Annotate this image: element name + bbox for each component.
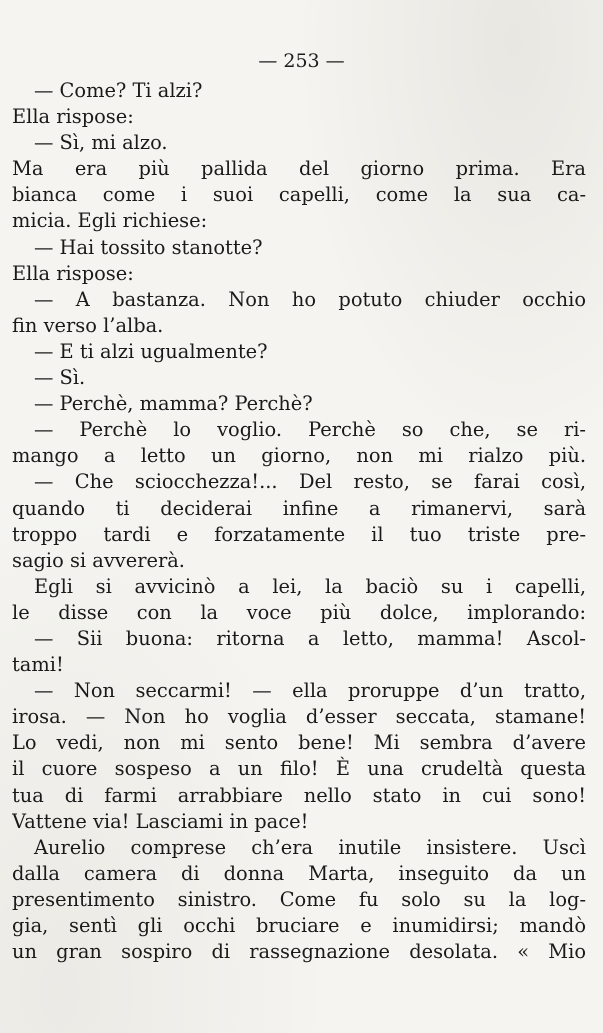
text-line: — Come? Ti alzi? [34,79,203,102]
text-line: troppo tardi e forzatamente il tuo triste pre- [12,522,586,546]
text-line: Ella rispose: [12,261,134,285]
text-line: — Sì. [34,366,86,390]
text-line: mango a letto un giorno, non mi rialzo più. [12,444,586,468]
text-line: — Che sciocchezza!... Del resto, se farai così, [34,470,586,494]
text-line: Ma era più pallida del giorno prima. Era [12,157,586,181]
text-line: micia. Egli richiese: [12,209,208,233]
text-line: — Non seccarmi! — ella proruppe d’un tratto, [34,679,586,703]
text-line: fin verso l’alba. [12,313,164,337]
text-line: quando ti deciderai infine a rimanervi, sarà [12,496,586,520]
text-line: — Sì, mi alzo. [34,131,168,155]
text-line: le disse con la voce più dolce, implorando: [12,600,586,624]
text-line: — E ti alzi ugualmente? [34,339,268,363]
text-line: un gran sospiro di rassegnazione desolata. « Mio [12,940,586,964]
text-line: Aurelio comprese ch’era inutile insistere. Uscì [34,835,586,859]
text-line: tua di farmi arrabbiare nello stato in cui sono! [12,783,586,807]
text-line: gia, sentì gli occhi bruciare e inumidirsi; mandò [12,914,586,937]
text-line: irosa. — Non ho voglia d’esser seccata, stamane! [12,705,586,729]
text-line: — Sii buona: ritorna a letto, mamma! Ascol- [34,626,586,650]
text-line: — Perchè lo voglio. Perchè so che, se ri- [34,418,586,442]
page-number: — 253 — [258,50,345,72]
text-line: il cuore sospeso a un filo! È una crudeltà questa [12,757,586,781]
text-line: tami! [12,653,64,677]
body-text [12,78,586,965]
text-line: presentimento sinistro. Come fu solo su la log- [12,887,586,911]
text-line: Egli si avvicinò a lei, la baciò su i capelli, [34,574,586,598]
text-line: — Perchè, mamma? Perchè? [34,392,313,416]
text-line: Vattene via! Lasciami in pace! [12,809,309,833]
text-line: Lo vedi, non mi sento bene! Mi sembra d’avere [12,731,586,755]
text-line: — Hai tossito stanotte? [34,235,263,259]
text-line: sagio si avvererà. [12,548,185,572]
text-line: — A bastanza. Non ho potuto chiuder occhio [34,287,586,311]
text-line: dalla camera di donna Marta, inseguito da un [12,861,586,885]
text-line: bianca come i suoi capelli, come la sua ca- [12,183,586,207]
text-line: Ella rispose: [12,105,134,129]
